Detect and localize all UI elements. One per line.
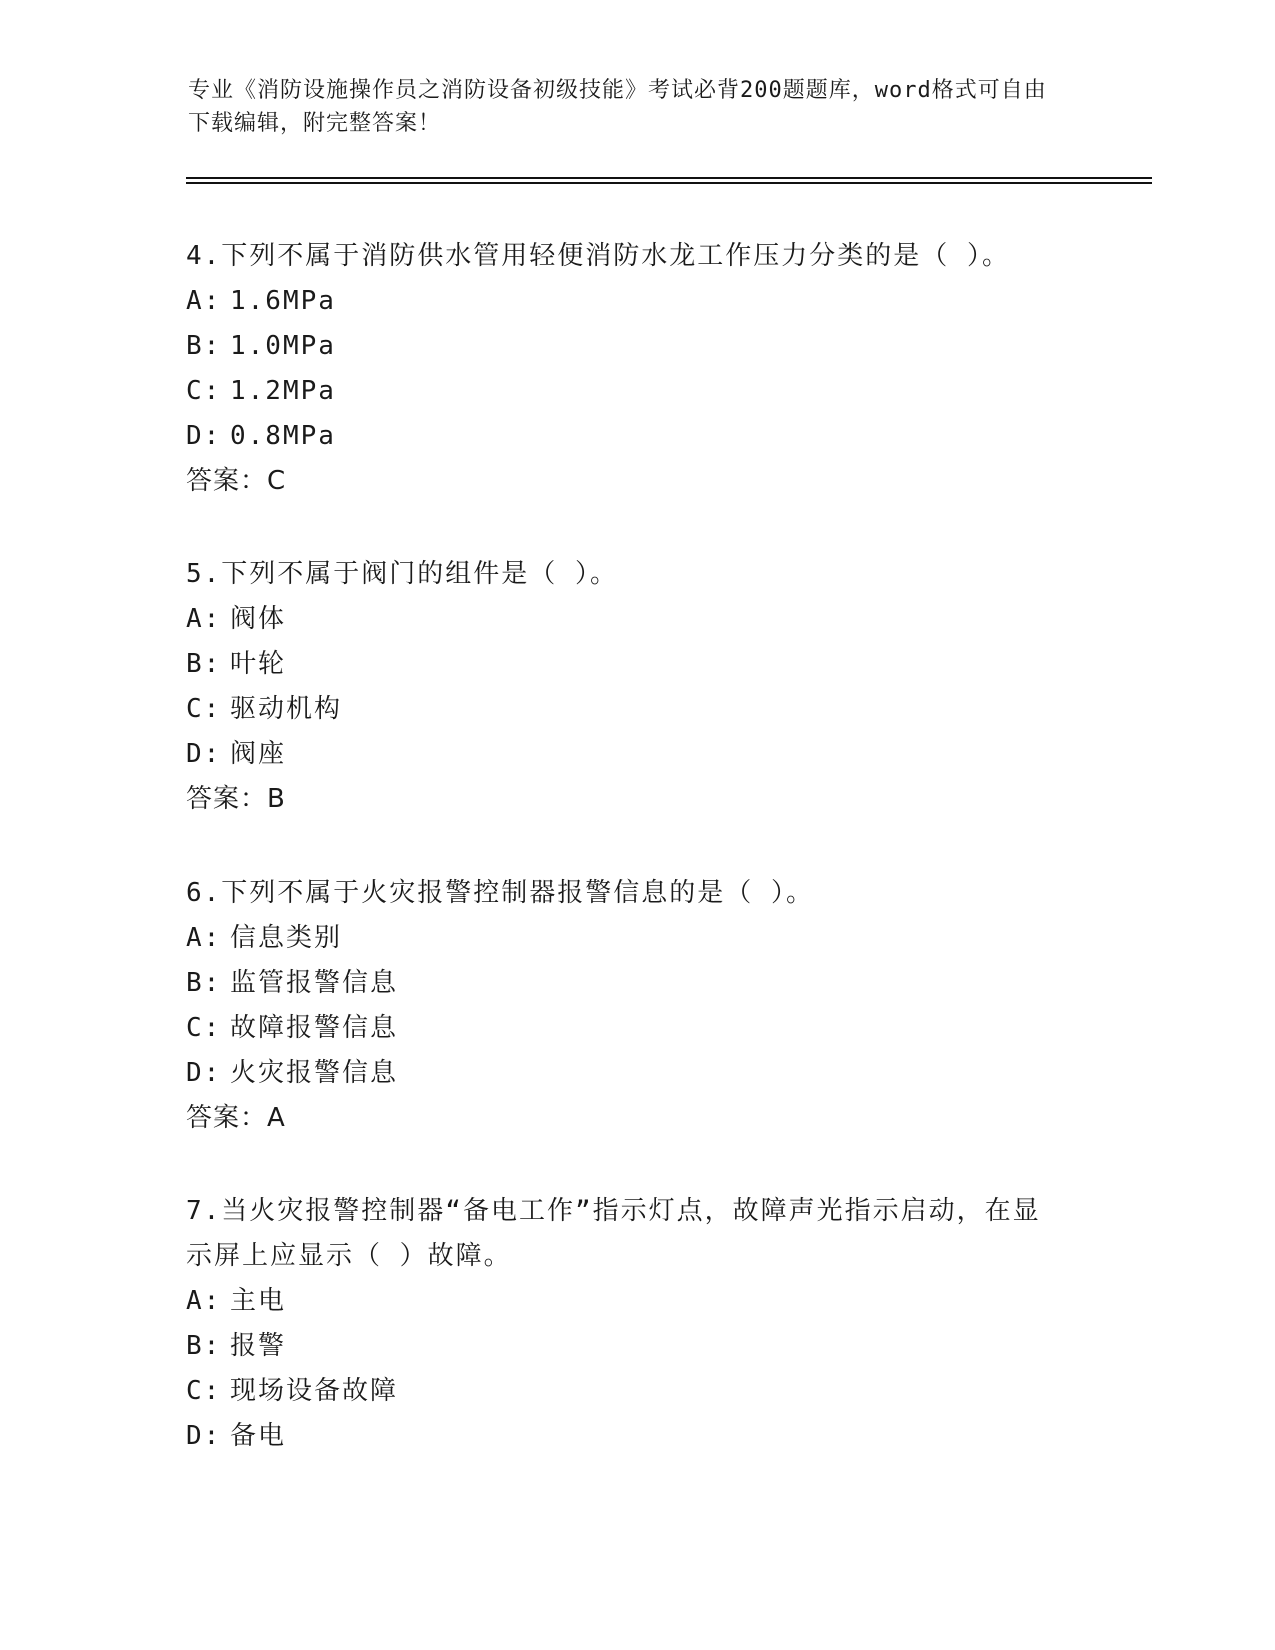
option-b — [186, 324, 1086, 369]
option-c — [186, 369, 1086, 414]
option-text: 信息类别 — [230, 923, 343, 953]
option-a — [186, 1279, 1086, 1324]
option-letter: B: — [186, 1331, 222, 1361]
option-b — [186, 642, 1086, 687]
option-letter: B: — [186, 649, 222, 679]
option-a — [186, 916, 1086, 961]
option-letter: B: — [186, 968, 222, 998]
option-b — [186, 961, 1086, 1006]
option-letter: C: — [186, 1376, 222, 1406]
answer-line: 答案：A — [186, 1103, 286, 1133]
option-text: 主电 — [230, 1286, 287, 1316]
answer-line: 答案：C — [186, 466, 287, 496]
option-letter: A: — [186, 286, 222, 316]
option-letter: A: — [186, 1286, 222, 1316]
option-d — [186, 414, 1086, 459]
option-text: 阀体 — [230, 604, 287, 634]
option-text: 阀座 — [230, 739, 287, 769]
question-7 — [186, 1189, 1086, 1459]
question-5 — [186, 552, 1086, 822]
option-letter: A: — [186, 604, 222, 634]
question-stem: 6.下列不属于火灾报警控制器报警信息的是（ ）。 — [186, 878, 814, 908]
option-b — [186, 1324, 1086, 1369]
option-d — [186, 732, 1086, 777]
option-d — [186, 1051, 1086, 1096]
header-divider-bottom — [186, 182, 1152, 184]
header-title: 专业《消防设施操作员之消防设备初级技能》考试必背200题题库，word格式可自由下载编辑，附完整答案！ — [188, 78, 1047, 136]
option-text: 火灾报警信息 — [230, 1058, 399, 1088]
question-stem: 7.当火灾报警控制器“备电工作”指示灯点，故障声光指示启动，在显示屏上应显示（ ）故障。 — [186, 1196, 1041, 1271]
option-text: 备电 — [230, 1421, 287, 1451]
option-letter: C: — [186, 1013, 222, 1043]
header-divider-top — [186, 177, 1152, 179]
option-c — [186, 1006, 1086, 1051]
question-stem: 5.下列不属于阀门的组件是（ ）。 — [186, 559, 618, 589]
option-text: 1.0MPa — [230, 331, 336, 361]
document-header — [188, 74, 1068, 140]
option-letter: D: — [186, 1421, 222, 1451]
answer-line: 答案：B — [186, 784, 286, 814]
option-letter: C: — [186, 376, 222, 406]
option-a — [186, 597, 1086, 642]
option-letter: D: — [186, 421, 222, 451]
option-text: 报警 — [230, 1331, 287, 1361]
option-d — [186, 1414, 1086, 1459]
option-letter: B: — [186, 331, 222, 361]
option-text: 驱动机构 — [230, 694, 343, 724]
question-stem: 4.下列不属于消防供水管用轻便消防水龙工作压力分类的是（ ）。 — [186, 241, 1010, 271]
option-text: 叶轮 — [230, 649, 287, 679]
option-a — [186, 279, 1086, 324]
option-c — [186, 1369, 1086, 1414]
option-letter: C: — [186, 694, 222, 724]
question-4 — [186, 234, 1086, 504]
option-letter: A: — [186, 923, 222, 953]
option-c — [186, 687, 1086, 732]
option-text: 0.8MPa — [230, 421, 336, 451]
option-text: 监管报警信息 — [230, 968, 399, 998]
option-letter: D: — [186, 739, 222, 769]
option-text: 现场设备故障 — [230, 1376, 399, 1406]
option-letter: D: — [186, 1058, 222, 1088]
option-text: 1.6MPa — [230, 286, 336, 316]
option-text: 故障报警信息 — [230, 1013, 399, 1043]
question-6 — [186, 871, 1086, 1141]
option-text: 1.2MPa — [230, 376, 336, 406]
